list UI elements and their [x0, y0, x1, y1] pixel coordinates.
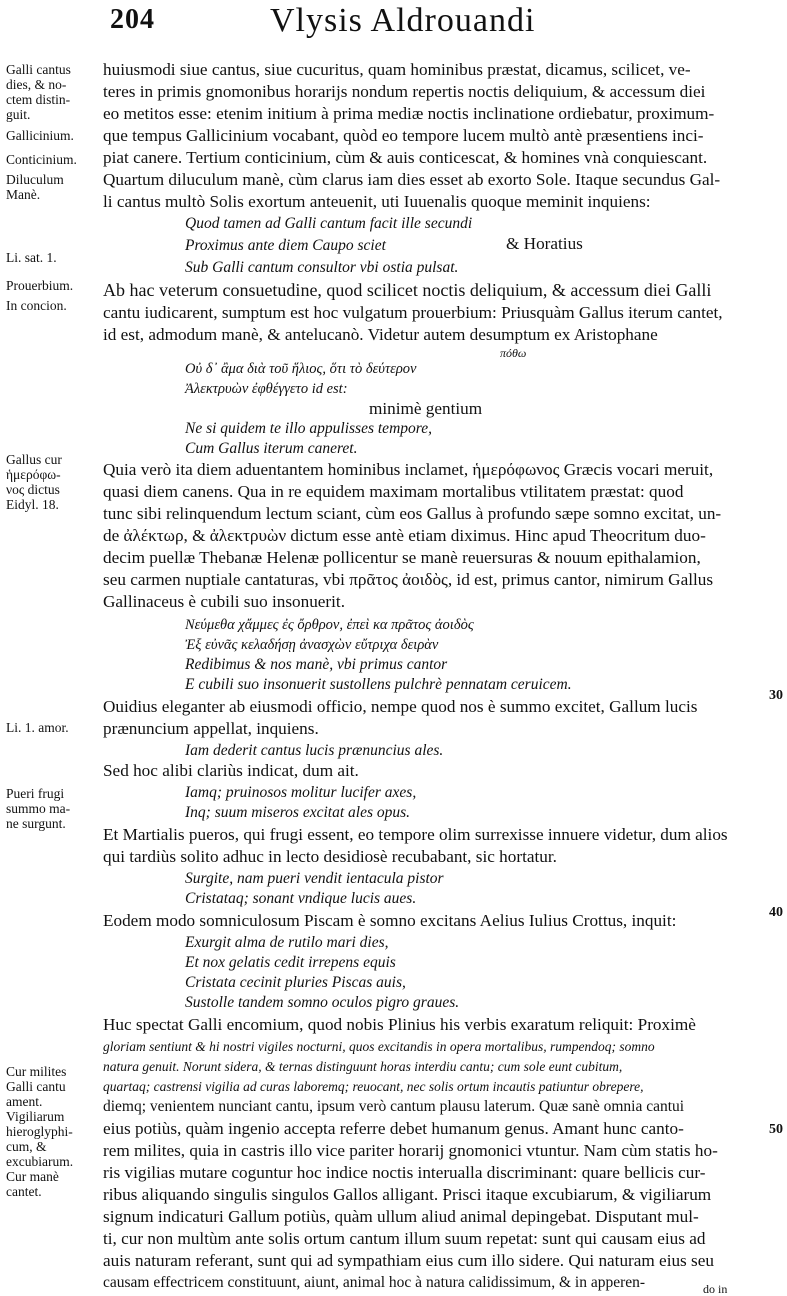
- text-line: eius potiùs, quàm ingenio accepta referre debet humanum genus. Amant hunc canto-: [103, 1119, 684, 1138]
- text-line: signum indicaturi Gallum potiùs, quàm ullum aliud animal depingebat. Disputant mul-: [103, 1207, 699, 1226]
- margin-note: In concion.: [6, 298, 67, 313]
- text-line: auis naturam referant, sunt qui ad sympathiam eius cum illo sidere. Qui naturam eius seu: [103, 1251, 714, 1270]
- text-line: li cantus multò Solis exortum anteuenit, uti Iuuenalis quoque meminit inquiens:: [103, 192, 651, 211]
- verse-line: Proximus ante diem Caupo sciet: [185, 237, 386, 254]
- verse-line: Sub Galli cantum consultor vbi ostia pulsat.: [185, 259, 459, 276]
- text-line: ribus aliquando singulis singulos Gallos alligant. Prisci itaque excubiarum, & vigiliarum: [103, 1185, 712, 1204]
- text-line: teres in primis gnomonibus horarijs nondum repertis noctis deliquium, & accessum diei: [103, 82, 706, 101]
- verse-line: Ne si quidem te illo appulisses tempore,: [185, 420, 432, 437]
- running-header: [110, 4, 730, 46]
- greek-line: πόθω: [500, 346, 527, 360]
- verse-line: Cristata cecinit pluries Piscas auis,: [185, 974, 406, 991]
- running-title: Vlysis Aldrouandi: [270, 2, 536, 39]
- greek-line: Νεύμεθα χἄμμες ἐς ὄρθρον, ἐπεὶ κα πρᾶτος ἀοιδὸς: [185, 617, 474, 633]
- margin-note: Diluculum Manè.: [6, 172, 64, 202]
- text-line: eo metitos esse: etenim initium à prima mediæ noctis inclinatione ordiebatur, proximum-: [103, 104, 715, 123]
- line-number: 50: [769, 1122, 783, 1137]
- verse-line: Inq; suum miseros excitat ales opus.: [185, 804, 411, 821]
- text-line: Quia verò ita diem aduentantem hominibus inclamet, ἡμερόφωνος Græcis vocari meruit,: [103, 460, 714, 479]
- verse-line: Iamq; pruinosos molitur lucifer axes,: [185, 784, 417, 801]
- margin-note: Pueri frugi summo ma- ne surgunt.: [6, 786, 71, 831]
- verse-line: Quod tamen ad Galli cantum facit ille secundi: [185, 215, 473, 232]
- quote-line: gloriam sentiunt & hi nostri vigiles nocturni, quos excitandis in opera mortalibus, rumpendoq; somno: [103, 1039, 655, 1054]
- verse-line: Exurgit alma de rutilo mari dies,: [185, 934, 389, 951]
- text-line: ti, cur non multùm ante solis ortum cantum illum suum repetat: sunt qui causam eius ad: [103, 1229, 706, 1248]
- text-line: diemq; venientem nunciant cantu, ipsum verò cantum plausu laterum. Quæ sanè omnia cantui: [103, 1098, 685, 1115]
- quote-line: natura genuit. Norunt sidera, & ternas distinguunt horas interdiu cantu; cum sole eunt cubitum,: [103, 1059, 623, 1074]
- text-line: ris vigilias mutare coguntur hoc indice noctis interualla discriminant: quare bellicis cur-: [103, 1163, 706, 1182]
- verse-line: Sustolle tandem somno oculos pigro graues.: [185, 994, 460, 1011]
- text-line: piat canere. Tertium conticinium, cùm & auis conticescat, & homines vnà conquiescant.: [103, 148, 708, 167]
- text-line: tunc sibi relinquendum lectum sciant, cùm eos Gallus à profundo sæpe somno excitat, un-: [103, 504, 722, 523]
- verse-line: Iam dederit cantus lucis prænuncius ales.: [185, 742, 444, 759]
- text-line: decim puellæ Thebanæ Helenæ pollicentur se manè reuersuras & nouum epithalamion,: [103, 548, 701, 567]
- margin-note: Prouerbium.: [6, 278, 74, 293]
- text-line: Eodem modo somniculosum Piscam è somno excitans Aelius Iulius Crottus, inquit:: [103, 911, 677, 930]
- verse-line: Et nox gelatis cedit irrepens equis: [185, 954, 396, 971]
- text-line: Sed hoc alibi clariùs indicat, dum ait.: [103, 761, 359, 780]
- text-line: huiusmodi siue cantus, siue cucuritus, quam hominibus præstat, dicamus, scilicet, ve-: [103, 60, 691, 79]
- catchword: do in: [703, 1282, 728, 1296]
- greek-line: Ἐξ εὐνᾶς κελαδήσῃ ἀνασχὼν εὔτριχα δειρὰν: [185, 637, 439, 653]
- margin-note: Li. 1. amor.: [6, 720, 69, 735]
- text-line: cantu iudicarent, sumptum est hoc vulgatum prouerbium: Priusquàm Gallus iterum cantet,: [103, 303, 723, 322]
- margin-note: Li. sat. 1.: [6, 250, 57, 265]
- quote-line: quartaq; castrensi vigilia ad curas laboremq; reuocant, nec solis ortum incautis patiuntur obrepere,: [103, 1079, 644, 1094]
- greek-line: Ἀλεκτρυὼν ἐφθέγγετο id est:: [185, 381, 348, 397]
- text-line: id est, admodum manè, & antelucanò. Videtur autem desumptum ex Aristophane: [103, 325, 658, 344]
- text-line: Ab hac veterum consuetudine, quod scilicet noctis deliquium, & accessum diei Galli: [103, 280, 712, 300]
- text-line: Gallinaceus è cubili suo insonuerit.: [103, 592, 346, 611]
- text-line: Huc spectat Galli encomium, quod nobis Plinius his verbis exaratum reliquit: Proximè: [103, 1015, 696, 1034]
- text-line: que tempus Gallicinium vocabant, quòd eo tempore lucem multò antè præsentiens inci-: [103, 126, 704, 145]
- text-line: de ἀλέκτωρ, & ἀλεκτρυὼν dictum esse antè etiam diximus. Hinc apud Theocritum duo-: [103, 526, 706, 545]
- text-line: causam effectricem constituunt, aiunt, animal hoc à natura calidissimum, & in apperen-: [103, 1274, 646, 1291]
- text-line: seu carmen nuptiale cantaturas, vbi πρᾶτος ἀοιδὸς, id est, primus cantor, nimirum Gallus: [103, 570, 714, 589]
- text-line: qui tardiùs solito adhuc in lecto desidiosè recubabant, sic hortatur.: [103, 847, 557, 866]
- line-number: 40: [769, 905, 783, 920]
- text-line: Quartum diluculum manè, cùm clarus iam dies esset ab exorto Sole. Itaque secundus Gal-: [103, 170, 721, 189]
- verse-line: Cum Gallus iterum caneret.: [185, 440, 358, 457]
- text-line: quasi diem canens. Qua in re equidem maximam mortalibus vtilitatem præstat: quod: [103, 482, 684, 501]
- text-line: Et Martialis pueros, qui frugi essent, eo tempore olim surrexisse innuere videtur, dum alios: [103, 825, 728, 844]
- verse-line: E cubili suo insonuerit sustollens pulchrè pennatam ceruicem.: [185, 676, 572, 693]
- margin-note: Conticinium.: [6, 152, 77, 167]
- verse-line: Redibimus & nos manè, vbi primus cantor: [185, 656, 448, 673]
- verse-line: Surgite, nam pueri vendit ientacula pistor: [185, 870, 444, 887]
- line-number: 30: [769, 688, 783, 703]
- verse-line: Cristataq; sonant vndique lucis aues.: [185, 890, 417, 907]
- margin-note: Gallicinium.: [6, 128, 74, 143]
- text-line: prænuncium appellat, inquiens.: [103, 719, 319, 738]
- margin-note: Galli cantus dies, & no- ctem distin- guit.: [6, 62, 71, 122]
- text-line: Ouidius eleganter ab eiusmodi officio, nempe quod nos è summo excitet, Gallum lucis: [103, 697, 698, 716]
- margin-note: Gallus cur ἡμερόφω- νος dictus Eidyl. 18.: [6, 452, 62, 512]
- text-line: minimè gentium: [369, 399, 483, 418]
- text-line: rem milites, quia in castris illo vice pariter horarij gnomonici vtuntur. Nam cùm statis ho-: [103, 1141, 718, 1160]
- page-number: 204: [110, 4, 155, 35]
- greek-line: Οὐ δ᾽ ἂμα διὰ τοῦ ἥλιος, ὅτι τὸ δεύτερον: [185, 361, 417, 377]
- text-line: & Horatius: [506, 234, 583, 253]
- margin-note: Cur milites Galli cantu ament. Vigiliarum hieroglyphi- cum, & excubiarum. Cur manè cantet.: [6, 1064, 74, 1199]
